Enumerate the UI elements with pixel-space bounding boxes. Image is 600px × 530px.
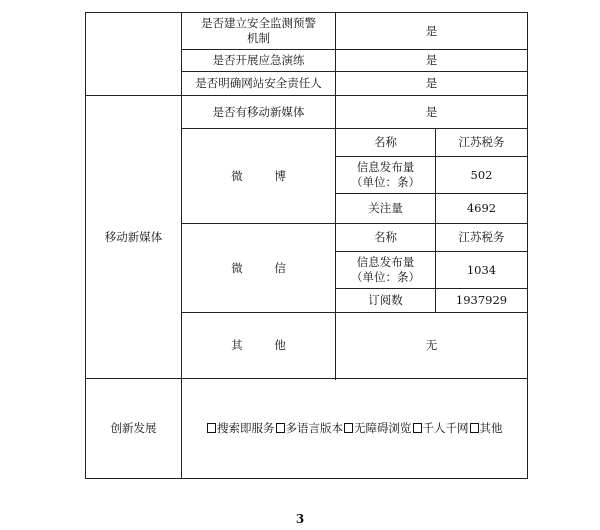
weixin-posts-value: 1034 bbox=[436, 252, 528, 289]
weibo-posts-label bbox=[336, 157, 436, 194]
weibo-label: 微 博 bbox=[182, 129, 336, 224]
table-row bbox=[86, 379, 528, 479]
weixin-subscribers-label: 订阅数 bbox=[336, 289, 436, 313]
page-number: 3 bbox=[295, 512, 305, 526]
checkbox-icon bbox=[413, 423, 422, 433]
security-section-label bbox=[86, 13, 182, 96]
has-mobile-value: 是 bbox=[336, 96, 528, 129]
checkbox-icon bbox=[470, 423, 479, 433]
monitoring-warning-label bbox=[182, 13, 336, 50]
checkbox-icon bbox=[344, 423, 353, 433]
innovation-label: 创新发展 bbox=[86, 379, 182, 479]
other-value: 无 bbox=[336, 313, 528, 379]
option-search-as-service: 搜索即服务 bbox=[217, 421, 275, 435]
checkbox-icon bbox=[276, 423, 285, 433]
option-other: 其他 bbox=[479, 421, 503, 435]
innovation-options bbox=[182, 379, 528, 479]
option-accessibility: 无障碍浏览 bbox=[354, 421, 412, 435]
monitoring-warning-value: 是 bbox=[336, 13, 528, 50]
option-personalized: 千人千网 bbox=[422, 421, 469, 435]
weibo-name-value: 江苏税务 bbox=[436, 129, 528, 157]
emergency-drill-value: 是 bbox=[336, 50, 528, 72]
checkbox-icon bbox=[207, 423, 216, 433]
label-line: 信息发布量 bbox=[356, 255, 415, 269]
other-label: 其 他 bbox=[182, 313, 336, 379]
label-line: 信息发布量 bbox=[356, 160, 415, 174]
report-table bbox=[85, 12, 528, 479]
label-line: （单位：条） bbox=[351, 270, 420, 284]
table-row bbox=[86, 13, 528, 50]
emergency-drill-label: 是否开展应急演练 bbox=[182, 50, 336, 72]
weibo-followers-label: 关注量 bbox=[336, 194, 436, 224]
weixin-name-label: 名称 bbox=[336, 224, 436, 252]
weibo-followers-value: 4692 bbox=[436, 194, 528, 224]
security-officer-value: 是 bbox=[336, 72, 528, 96]
has-mobile-label: 是否有移动新媒体 bbox=[182, 96, 336, 129]
mobile-section-label: 移动新媒体 bbox=[86, 96, 182, 379]
label-line: 是否建立安全监测预警 bbox=[201, 16, 316, 30]
weibo-name-label: 名称 bbox=[336, 129, 436, 157]
weixin-subscribers-value: 1937929 bbox=[436, 289, 528, 313]
security-officer-label: 是否明确网站安全责任人 bbox=[182, 72, 336, 96]
option-multilingual: 多语言版本 bbox=[285, 421, 343, 435]
weixin-posts-label bbox=[336, 252, 436, 289]
weixin-label: 微 信 bbox=[182, 224, 336, 313]
weibo-posts-value: 502 bbox=[436, 157, 528, 194]
weixin-name-value: 江苏税务 bbox=[436, 224, 528, 252]
table-row bbox=[86, 96, 528, 129]
label-line: 机制 bbox=[247, 31, 270, 45]
label-line: （单位：条） bbox=[351, 175, 420, 189]
